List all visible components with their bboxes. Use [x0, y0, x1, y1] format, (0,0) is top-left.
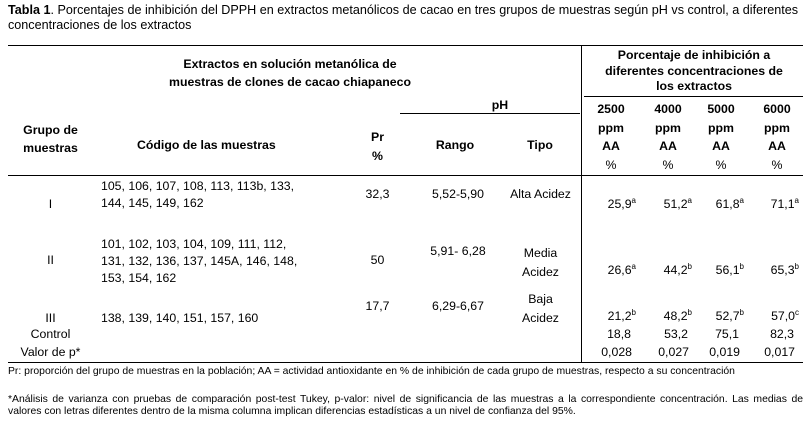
pvalue-2500: 0,028	[601, 345, 632, 359]
control-value-2500: 18,8	[607, 327, 631, 341]
pr-header: Pr %	[371, 130, 384, 163]
row-1-codes: 105, 106, 107, 108, 113, 113b, 133, 144, 145, 149, 162	[101, 179, 295, 210]
table-caption	[8, 3, 803, 33]
ph-header-rule	[400, 113, 580, 114]
row-3-value-4000: 48,2$^b$	[663, 308, 692, 323]
row-2-pr: 50	[370, 253, 385, 267]
caption-text: . Porcentajes de inhibición del DPPH en extractos metanólicos de cacao en tres grupos de muestras según pH vs control, a diferentes concentraciones de los extractos	[8, 3, 799, 32]
control-label: Control	[30, 327, 71, 341]
row-3-group: III	[45, 311, 56, 325]
row-3-value-2500: 21,2$^b$	[607, 308, 636, 323]
inhibition-header-rule	[584, 96, 803, 97]
table-note-1: Pr: proporción del grupo de muestras en la población; AA = actividad antioxidante en % de inhibición de cada grupo de muestras, respecto a su concentración	[8, 366, 735, 377]
type-header: Tipo	[527, 138, 553, 152]
row-2-value-5000: 56,1$^b$	[715, 262, 744, 277]
row-2-value-4000: 44,2$^b$	[663, 262, 692, 277]
extracts-header: Extractos en solución metanólica de muestras de clones de cacao chiapaneco	[169, 57, 411, 89]
row-2-value-6000: 65,3$^b$	[770, 262, 799, 277]
caption-label: Tabla 1	[8, 3, 51, 17]
header-bottom-rule	[8, 175, 803, 176]
row-2-range: 5,91- 6,28	[430, 244, 486, 258]
row-1-range: 5,52-5,90	[432, 187, 484, 201]
pvalue-label: Valor de p*	[20, 345, 81, 359]
table-top-rule	[8, 45, 803, 46]
row-1-pr: 32,3	[365, 187, 390, 201]
conc-header-5000: 5000 ppm AA %	[707, 102, 735, 172]
row-2-codes: 101, 102, 103, 104, 109, 111, 112, 131, 132, 136, 137, 145A, 146, 148, 153, 154, 162	[101, 237, 298, 285]
row-1-value-6000: 71,1$^a$	[770, 196, 799, 211]
row-1-type: Alta Acidez	[510, 187, 571, 201]
pvalue-4000: 0,027	[658, 345, 689, 359]
control-value-6000: 82,3	[770, 327, 794, 341]
row-1-value-4000: 51,2$^a$	[663, 196, 692, 211]
row-3-value-6000: 57,0$^c$	[771, 308, 799, 323]
row-3-value-5000: 52,7$^b$	[715, 308, 744, 323]
row-3-codes: 138, 139, 140, 151, 157, 160	[101, 311, 259, 325]
pvalue-5000: 0,019	[709, 345, 740, 359]
row-3-pr: 17,7	[365, 299, 390, 313]
code-header: Código de las muestras	[137, 138, 276, 152]
table-bottom-rule	[8, 362, 803, 363]
row-3-range: 6,29-6,67	[432, 299, 484, 313]
pvalue-6000: 0,017	[764, 345, 795, 359]
range-header: Rango	[435, 138, 475, 152]
row-3-type: Baja Acidez	[522, 292, 559, 325]
inhibition-header: Porcentaje de inhibición a diferentes concentraciones de los extractos	[605, 48, 783, 93]
control-value-4000: 53,2	[664, 327, 688, 341]
row-2-value-2500: 26,6$^a$	[607, 262, 636, 277]
conc-header-6000: 6000 ppm AA %	[763, 102, 791, 172]
row-1-value-2500: 25,9$^a$	[607, 196, 636, 211]
group-header: Grupo de muestras	[23, 123, 78, 155]
control-value-5000: 75,1	[715, 327, 739, 341]
row-2-type: Media Acidez	[522, 246, 559, 279]
row-1-group: I	[48, 197, 53, 211]
row-1-value-5000: 61,8$^a$	[715, 196, 744, 211]
conc-header-2500: 2500 ppm AA %	[597, 102, 625, 172]
ph-header: pH	[491, 98, 509, 112]
conc-header-4000: 4000 ppm AA %	[654, 102, 682, 172]
row-2-group: II	[47, 253, 54, 267]
table-note-2: *Análisis de varianza con pruebas de comparación post-test Tukey, p-valor: nivel de significancia de las muestras a la correspondiente concentración. Las medias de valores con letras diferentes dentro de la misma columna implican diferencias estadísticas a un nivel de confianza del 95%.	[8, 394, 803, 417]
